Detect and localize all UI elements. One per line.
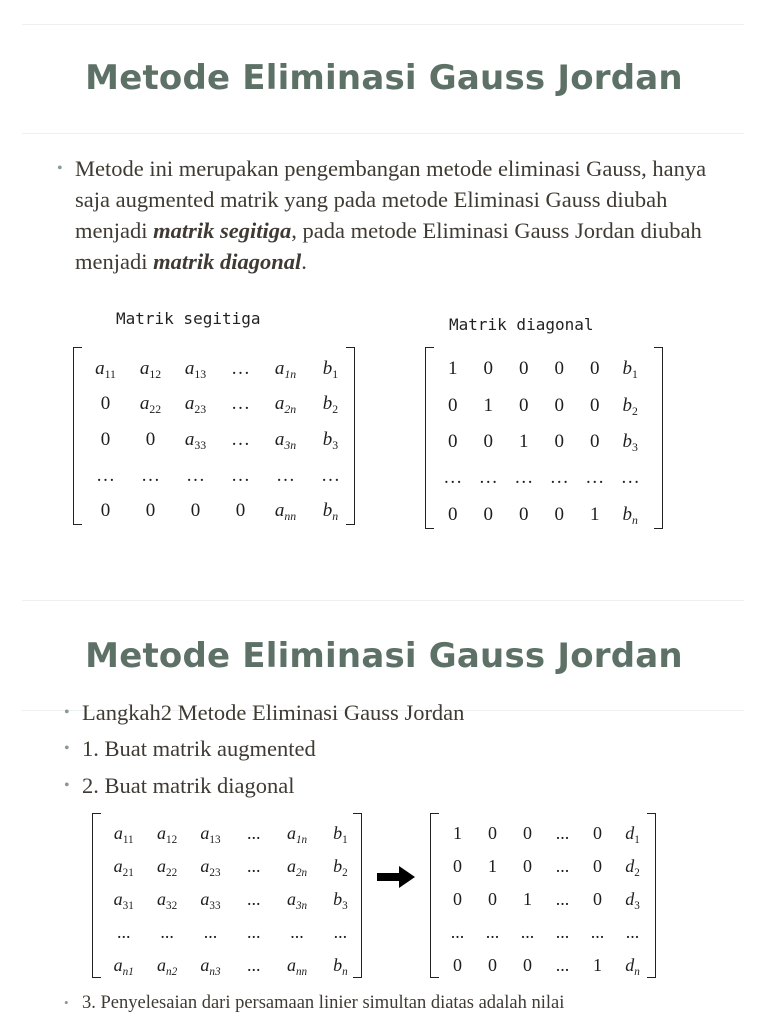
matrix-cell: ... [246, 955, 261, 975]
matrix-cell: ... [450, 922, 465, 942]
matrix-cell: $a_{21}$ [113, 856, 134, 879]
matrix-cell: $a_{n2}$ [156, 955, 178, 978]
matrix-diagonal-result [430, 813, 656, 978]
slide2-title: Metode Eliminasi Gauss Jordan [85, 636, 683, 676]
matrix-cell: 1 [448, 358, 458, 380]
bullet-text: 3. Penyelesaian dari persamaan linier simultan diatas adalah nilai [82, 993, 565, 1013]
matrix-cell: 0 [145, 428, 156, 450]
matrix-cell: $a_{11}$ [95, 357, 116, 381]
left-bracket [425, 347, 434, 529]
matrix-cell: $a_{n3}$ [200, 955, 221, 978]
matrix-cell: $a_{nn}$ [274, 500, 297, 524]
matrix-cell: 1 [523, 889, 532, 909]
matrix-cell: 0 [523, 955, 532, 975]
matrix-cell: 0 [100, 393, 111, 415]
matrix-cell: ... [555, 889, 570, 909]
matrix-cell: ... [555, 955, 570, 975]
matrix-cell: … [96, 464, 115, 486]
matrix-cell: $a_{12}$ [156, 823, 178, 846]
bullet-dot-icon: • [57, 160, 63, 177]
matrix-cell: ... [333, 922, 348, 942]
matrix-cell: 0 [590, 394, 600, 416]
matrix-cell: ... [246, 823, 261, 843]
matrix-cell: 0 [100, 428, 111, 450]
matrix-cell: 1 [483, 394, 493, 416]
bullet-text: 2. Buat matrik diagonal [82, 773, 295, 798]
matrix-cell: ... [485, 922, 500, 942]
matrix-cell: $a_{1n}$ [286, 823, 308, 846]
matrix-cell: ... [520, 922, 535, 942]
matrix-cell: 0 [519, 394, 529, 416]
matrix-cell: ... [246, 889, 261, 909]
caption-matrik-segitiga: Matrik segitiga [116, 309, 261, 328]
matrix-cell: $a_{31}$ [113, 889, 134, 912]
matrix-cell: $b_3$ [622, 430, 638, 455]
matrix-cell: … [231, 357, 250, 379]
matrix-cell: 0 [483, 503, 493, 525]
matrix-cell: … [514, 467, 534, 489]
bullet-dot-icon: • [64, 777, 70, 794]
matrix-cell: 0 [190, 500, 201, 522]
matrix-cell: $b_2$ [622, 394, 638, 418]
matrix-cell: ... [246, 856, 261, 876]
matrix-cell: … [231, 428, 250, 450]
matrix-cell: $a_{13}$ [200, 823, 221, 846]
matrix-cell: 0 [488, 955, 497, 975]
matrix-cell: $a_{3n}$ [274, 428, 297, 453]
matrix-cell: … [585, 467, 605, 489]
matrix-cell: 0 [235, 500, 246, 522]
slide-top-rule [22, 24, 744, 25]
left-bracket [430, 813, 439, 978]
matrix-cell: ... [590, 922, 605, 942]
matrix-cell: ... [203, 922, 218, 942]
matrix-cell: … [231, 464, 250, 486]
matrix-cell: 0 [593, 889, 602, 909]
matrix-cell: 0 [448, 394, 458, 416]
matrix-cell: $a_{2n}$ [274, 393, 297, 417]
matrix-cell: $b_n$ [333, 955, 348, 978]
matrix-cell: 0 [453, 955, 462, 975]
matrix-cell: ... [555, 856, 570, 876]
matrix-cell: … [141, 464, 160, 486]
matrix-cell: $a_{23}$ [200, 856, 221, 879]
matrix-cell: 0 [488, 889, 497, 909]
matrix-cell: 0 [488, 823, 497, 843]
matrix-cell: 0 [448, 503, 458, 525]
slide1-paragraph [57, 153, 735, 277]
emphasis-matrik-segitiga: matrik segitiga [153, 218, 292, 243]
matrix-cell: $a_{n1}$ [113, 955, 134, 978]
matrix-cell: $a_{1n}$ [274, 357, 297, 381]
matrix-cell: 0 [145, 500, 156, 522]
matrix-cell: 0 [554, 394, 564, 416]
para-text-2: , pada metode Eliminasi Gauss Jordan diubah menjadi [75, 218, 702, 274]
title-underline-rule [22, 133, 744, 134]
matrix-cell: $d_3$ [625, 889, 640, 912]
matrix-cell: $b_n$ [622, 503, 638, 527]
bullet-text: Langkah2 Metode Eliminasi Gauss Jordan [82, 700, 465, 725]
matrix-cell: $a_{33}$ [184, 428, 207, 453]
matrix-cell: $b_1$ [333, 823, 348, 846]
matrix-cell: … [620, 467, 640, 489]
matrix-cell: $b_1$ [322, 357, 339, 381]
matrix-cell: ... [555, 922, 570, 942]
bullet-dot-icon: • [64, 704, 70, 721]
bullet-text: 1. Buat matrik augmented [82, 736, 316, 761]
matrix-cell: $a_{2n}$ [286, 856, 308, 879]
matrix-cell: 0 [554, 503, 564, 525]
matrix-cell: $d_1$ [625, 823, 640, 846]
matrix-cell: 0 [590, 358, 600, 380]
matrix-cell: 0 [519, 358, 529, 380]
left-bracket [73, 347, 82, 525]
matrix-cell: 1 [519, 430, 529, 452]
matrix-cell: $b_3$ [333, 889, 348, 912]
matrix-cell: $a_{3n}$ [286, 889, 308, 912]
matrix-cell: $a_{22}$ [156, 856, 178, 879]
matrix-cell: 0 [483, 358, 493, 380]
matrix-cell: … [443, 467, 463, 489]
matrix-cell: ... [290, 922, 304, 942]
matrix-cell: 1 [590, 503, 600, 525]
matrix-cell: … [321, 464, 340, 486]
matrix-cell: $b_2$ [333, 856, 348, 879]
matrix-cell: 0 [593, 823, 602, 843]
matrix-cell: $a_{13}$ [184, 357, 207, 381]
matrix-cell: 0 [483, 430, 493, 452]
matrix-cell: 0 [448, 430, 458, 452]
matrix-cell: ... [555, 823, 570, 843]
matrix-cell: 0 [590, 430, 600, 452]
matrix-cell: 0 [519, 503, 529, 525]
matrix-cell: 0 [100, 500, 111, 522]
matrix-cell: … [549, 467, 569, 489]
left-bracket [92, 813, 101, 978]
arrow-right-icon [377, 866, 415, 888]
matrix-cell: $b_3$ [322, 428, 339, 453]
slide1-title: Metode Eliminasi Gauss Jordan [85, 58, 683, 98]
matrix-cell: 1 [488, 856, 497, 876]
matrix-cell: $b_1$ [622, 358, 638, 382]
matrix-cell: ... [625, 922, 640, 942]
bullet-dot-icon: • [64, 740, 70, 757]
emphasis-matrik-diagonal: matrik diagonal [153, 249, 302, 274]
matrix-cell: $a_{23}$ [184, 393, 207, 417]
matrix-cell: 0 [523, 823, 532, 843]
matrix-augmented [92, 813, 362, 978]
para-text-1: Metode ini merupakan pengembangan metode eliminasi Gauss, hanya saja augmented matrik yang pada metode Eliminasi Gauss diubah menjadi [75, 156, 707, 243]
matrix-cell: … [478, 467, 498, 489]
right-bracket [654, 347, 663, 529]
matrix-diagonal [425, 347, 663, 529]
slide2-bullet-4 [64, 990, 565, 1016]
bullet-dot-icon: • [64, 995, 69, 1010]
matrix-cell: $b_n$ [322, 500, 339, 524]
matrix-cell: … [186, 464, 205, 486]
matrix-cell: $b_2$ [322, 393, 339, 417]
matrix-cell: 0 [593, 856, 602, 876]
caption-matrik-diagonal: Matrik diagonal [449, 315, 594, 334]
matrix-segitiga [73, 347, 355, 525]
matrix-cell: 1 [593, 955, 602, 975]
matrix-cell: … [231, 393, 250, 415]
slide2-bullet-1 [64, 697, 465, 728]
matrix-cell: $a_{33}$ [200, 889, 221, 912]
matrix-cell: 0 [453, 889, 462, 909]
matrix-cell: 0 [453, 856, 462, 876]
matrix-cell: 0 [523, 856, 532, 876]
matrix-cell: $d_2$ [625, 856, 640, 879]
matrix-cell: 1 [453, 823, 462, 843]
matrix-cell: 0 [554, 430, 564, 452]
matrix-cell: $a_{11}$ [113, 823, 134, 846]
matrix-cell: $a_{12}$ [139, 357, 162, 381]
slide2-bullet-2 [64, 733, 316, 764]
matrix-cell: ... [160, 922, 174, 942]
matrix-cell: $a_{nn}$ [286, 955, 308, 978]
matrix-cell: $a_{22}$ [139, 393, 162, 417]
para-text-3: . [301, 249, 307, 274]
matrix-cell: $a_{32}$ [156, 889, 178, 912]
matrix-cell: $d_n$ [625, 955, 640, 978]
slide-divider-rule [22, 600, 744, 601]
matrix-cell: … [276, 464, 295, 486]
matrix-cell: 0 [554, 358, 564, 380]
matrix-cell: ... [116, 922, 131, 942]
slide2-bullet-3 [64, 770, 295, 801]
matrix-cell: ... [246, 922, 261, 942]
